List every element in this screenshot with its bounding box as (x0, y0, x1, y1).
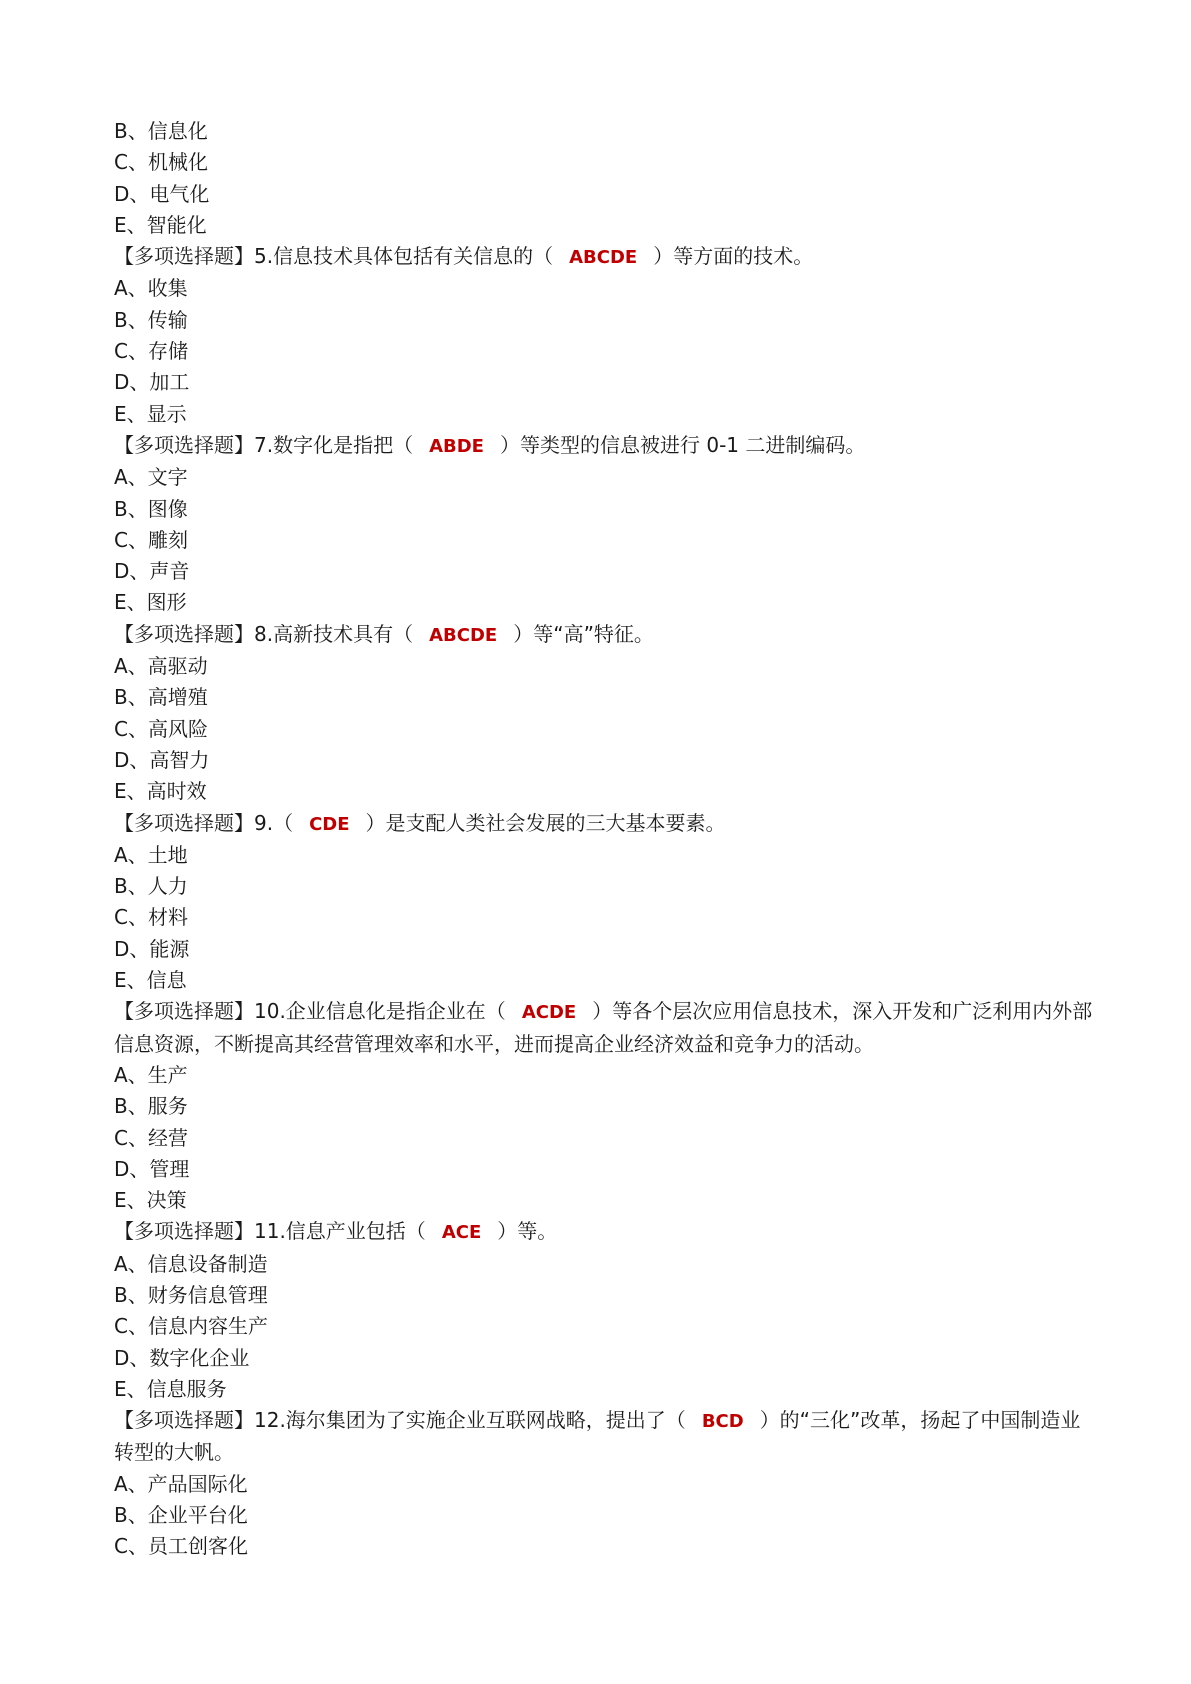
option: E、高时效 (114, 779, 207, 804)
answer-text: ACDE (521, 1002, 577, 1024)
option: B、企业平台化 (114, 1503, 248, 1528)
option: A、产品国际化 (114, 1471, 248, 1496)
option: D、电气化 (114, 181, 210, 206)
question-prefix: 8.高新技术具有（ (254, 621, 414, 646)
question-block (114, 1405, 1094, 1562)
option: C、存储 (114, 339, 188, 364)
option: C、机械化 (114, 150, 208, 175)
option: D、声音 (114, 559, 190, 584)
question-suffix: ）等方面的技术。 (653, 244, 814, 269)
option: E、信息 (114, 968, 187, 993)
question-tag: 【多项选择题】 (114, 432, 254, 457)
answer-text: CDE (309, 813, 350, 835)
option: C、经营 (114, 1125, 188, 1150)
question-prefix: 11.信息产业包括（ (254, 1219, 426, 1244)
question-block (114, 619, 1094, 808)
question-tag: 【多项选择题】 (114, 810, 254, 835)
option: D、能源 (114, 936, 190, 961)
question-tag: 【多项选择题】 (114, 999, 254, 1024)
question-prefix: 5.信息技术具体包括有关信息的（ (254, 244, 554, 269)
question-prefix: 7.数字化是指把（ (254, 432, 414, 457)
question-block (114, 996, 1094, 1216)
question-text (114, 808, 1094, 840)
question-text (114, 430, 1094, 462)
option: B、财务信息管理 (114, 1282, 268, 1307)
option: D、加工 (114, 370, 190, 395)
option: C、高风险 (114, 716, 208, 741)
option: A、生产 (114, 1062, 188, 1087)
option: A、土地 (114, 842, 188, 867)
question-text (114, 1405, 1094, 1469)
preamble-options (114, 116, 1094, 241)
question-text (114, 996, 1094, 1060)
question-tag: 【多项选择题】 (114, 1219, 254, 1244)
question-tag: 【多项选择题】 (114, 244, 254, 269)
option: A、信息设备制造 (114, 1251, 268, 1276)
question-prefix: 9.（ (254, 810, 294, 835)
option: C、员工创客化 (114, 1534, 248, 1559)
question-text (114, 241, 1094, 273)
question-block (114, 241, 1094, 430)
question-block (114, 1216, 1094, 1405)
question-tag: 【多项选择题】 (114, 621, 254, 646)
option: A、收集 (114, 276, 188, 301)
question-tag: 【多项选择题】 (114, 1408, 254, 1433)
question-suffix: ）等。 (497, 1219, 558, 1244)
option: E、智能化 (114, 212, 207, 237)
answer-text: BCD (701, 1411, 744, 1433)
question-text (114, 1216, 1094, 1248)
option: C、材料 (114, 905, 188, 930)
question-block (114, 808, 1094, 997)
option: E、图形 (114, 590, 187, 615)
question-suffix: ）等类型的信息被进行 0-1 二进制编码。 (499, 432, 866, 457)
option: B、人力 (114, 874, 188, 899)
answer-text: ACE (441, 1222, 482, 1244)
option: B、传输 (114, 307, 188, 332)
option: B、服务 (114, 1094, 188, 1119)
option: D、管理 (114, 1156, 190, 1181)
option: D、数字化企业 (114, 1345, 250, 1370)
answer-text: ABCDE (429, 624, 498, 646)
question-prefix: 10.企业信息化是指企业在（ (254, 999, 506, 1024)
question-suffix: ）是支配人类社会发展的三大基本要素。 (365, 810, 726, 835)
option: E、决策 (114, 1188, 187, 1213)
option: E、信息服务 (114, 1376, 227, 1401)
answer-text: ABCDE (569, 247, 638, 269)
option: A、文字 (114, 465, 188, 490)
document-page (114, 116, 1094, 1563)
question-block (114, 430, 1094, 619)
option: A、高驱动 (114, 654, 208, 679)
option: B、图像 (114, 496, 188, 521)
option: C、信息内容生产 (114, 1314, 268, 1339)
question-suffix: ）的“三化”改革，扬起了中国制造业转型的大帆。 (114, 1408, 1081, 1465)
option: E、显示 (114, 401, 187, 426)
option: B、信息化 (114, 119, 208, 143)
question-prefix: 12.海尔集团为了实施企业互联网战略，提出了（ (254, 1408, 686, 1433)
answer-text: ABDE (429, 435, 484, 457)
question-text (114, 619, 1094, 651)
question-suffix: ）等各个层次应用信息技术，深入开发和广泛利用内外部信息资源，不断提高其经营管理效率和水平，进而提高企业经济效益和竞争力的活动。 (114, 999, 1093, 1056)
option: D、高智力 (114, 747, 210, 772)
question-suffix: ）等“高”特征。 (513, 621, 654, 646)
option: B、高增殖 (114, 685, 208, 710)
option: C、雕刻 (114, 527, 188, 552)
